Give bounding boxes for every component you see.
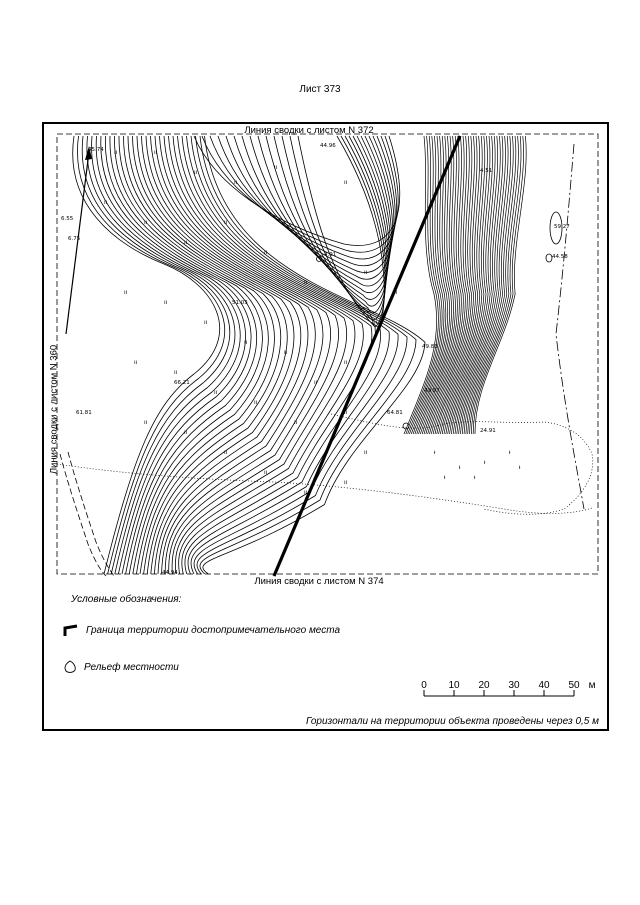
north-arrow-shaft <box>66 152 89 334</box>
grass-mark: ıı <box>344 359 348 366</box>
sheet-title: Лист 373 <box>299 84 341 95</box>
grass-mark: ıı <box>164 299 168 306</box>
grass-mark: ıı <box>344 409 348 416</box>
elevation-label: 59.27 <box>554 224 570 230</box>
grass-mark: ıı <box>184 429 188 436</box>
contour-line <box>462 136 508 434</box>
grass-mark: ıı <box>194 169 198 176</box>
grass-mark: ıı <box>264 249 268 256</box>
contour-interval-note: Горизонтали на территории объекта проведены через 0,5 м <box>305 716 599 727</box>
contour-line <box>137 136 301 574</box>
contour-line <box>187 136 390 574</box>
grass-mark: ıı <box>364 269 368 276</box>
road-edge <box>68 452 114 576</box>
steep-slope-contours <box>404 136 526 434</box>
contour-line <box>200 136 416 574</box>
contour-lines <box>73 136 425 574</box>
grass-mark: ıı <box>394 289 398 296</box>
scale-bar <box>420 680 605 708</box>
grass-mark: ıı <box>204 319 208 326</box>
scale-tick-label: 50 <box>568 680 580 691</box>
scale-tick-label: 40 <box>538 680 550 691</box>
contour-line <box>203 136 425 574</box>
elevation-label: 49.97 <box>424 388 440 394</box>
grass-mark: ıı <box>364 449 368 456</box>
contour-line <box>77 136 224 574</box>
elevation-label: 51.03 <box>232 300 248 306</box>
grass-mark: ıı <box>244 339 248 346</box>
grass-mark: ıı <box>304 489 308 496</box>
contour-line <box>210 136 397 259</box>
grass-mark: ıı <box>344 179 348 186</box>
tree-mark: ᵼ <box>484 459 486 466</box>
grass-mark: ıı <box>234 179 238 186</box>
scale-unit: м <box>588 680 596 691</box>
grass-mark: ıı <box>184 239 188 246</box>
contour-line <box>282 136 386 320</box>
contour-line <box>164 136 347 574</box>
elevation-label: 44.96 <box>320 143 336 149</box>
map-frame <box>42 122 609 731</box>
contour-line <box>128 136 287 574</box>
scale-tick-label: 30 <box>508 680 520 691</box>
contour-line <box>439 136 475 434</box>
junction-label-bottom: Линия сводки с листом N 374 <box>254 576 384 587</box>
scale-tick-label: 10 <box>448 680 460 691</box>
legend-item-relief <box>62 660 179 674</box>
grass-mark: ıı <box>154 149 158 156</box>
tree-mark: ᵼ <box>519 464 521 471</box>
grass-mark: ıı <box>254 399 258 406</box>
grass-mark: ıı <box>224 449 228 456</box>
topographic-map <box>44 124 607 729</box>
contour-line <box>110 136 263 574</box>
road-edge <box>60 454 106 576</box>
grass-mark: ıı <box>104 199 108 206</box>
grass-mark: ıı <box>124 289 128 296</box>
grass-mark: ıı <box>114 149 118 156</box>
scale-tick-label: 0 <box>421 680 427 691</box>
grass-mark: ıı <box>134 359 138 366</box>
grass-mark: ıı <box>144 419 148 426</box>
elevation-label: 6.75 <box>68 236 81 242</box>
relief-point <box>403 423 409 429</box>
tree-mark: ᵼ <box>509 449 511 456</box>
grass-mark: ıı <box>264 469 268 476</box>
junction-label-left: Линия сводки с листом N 360 <box>48 344 60 475</box>
contour-line <box>151 136 323 574</box>
legend-item-label: Граница территории достопримечательного места <box>86 624 341 636</box>
grass-mark: ıı <box>344 479 348 486</box>
grass-mark: ıı <box>224 219 228 226</box>
tree-mark: ᵼ <box>444 474 446 481</box>
grass-mark: ıı <box>274 164 278 171</box>
elevation-label: 4.51 <box>480 168 493 174</box>
elevation-label: 4.91 <box>324 252 337 258</box>
elevation-label: 66.21 <box>174 380 190 386</box>
grass-mark: ıı <box>174 369 178 376</box>
elevation-label: 64.81 <box>387 410 403 416</box>
junction-label-top: Линия сводки с листом N 372 <box>244 125 374 136</box>
tree-mark: ᵼ <box>434 449 436 456</box>
dotted-path <box>331 414 593 514</box>
scale-tick-label: 20 <box>478 680 490 691</box>
legend-item-boundary <box>62 624 340 636</box>
tree-mark: ᵼ <box>474 474 476 481</box>
elevation-label: 44.58 <box>552 254 568 260</box>
elevation-label: 49.83 <box>422 344 438 350</box>
elevation-label: 61.81 <box>76 410 92 416</box>
legend-title: Условные обозначения: <box>71 594 182 605</box>
elevation-label: 6.55 <box>61 216 74 222</box>
grass-mark: ıı <box>294 419 298 426</box>
elevation-label: 24.91 <box>480 428 496 434</box>
relief-icon <box>62 660 78 674</box>
grass-mark: ıı <box>144 219 148 226</box>
grass-mark: ıı <box>374 319 378 326</box>
tree-mark: ᵼ <box>459 464 461 471</box>
boundary-line-icon <box>62 624 80 636</box>
grass-mark: ıı <box>304 279 308 286</box>
contour-line <box>92 136 241 574</box>
grass-mark: ıı <box>284 349 288 356</box>
elevation-label: 45.74 <box>88 147 104 153</box>
contour-line <box>101 136 251 574</box>
grass-mark: ıı <box>314 379 318 386</box>
dash-dot-line <box>556 144 584 509</box>
grass-mark: ıı <box>214 389 218 396</box>
elevation-label: 44.94 <box>162 570 178 576</box>
legend-item-label: Рельеф местности <box>84 661 179 673</box>
